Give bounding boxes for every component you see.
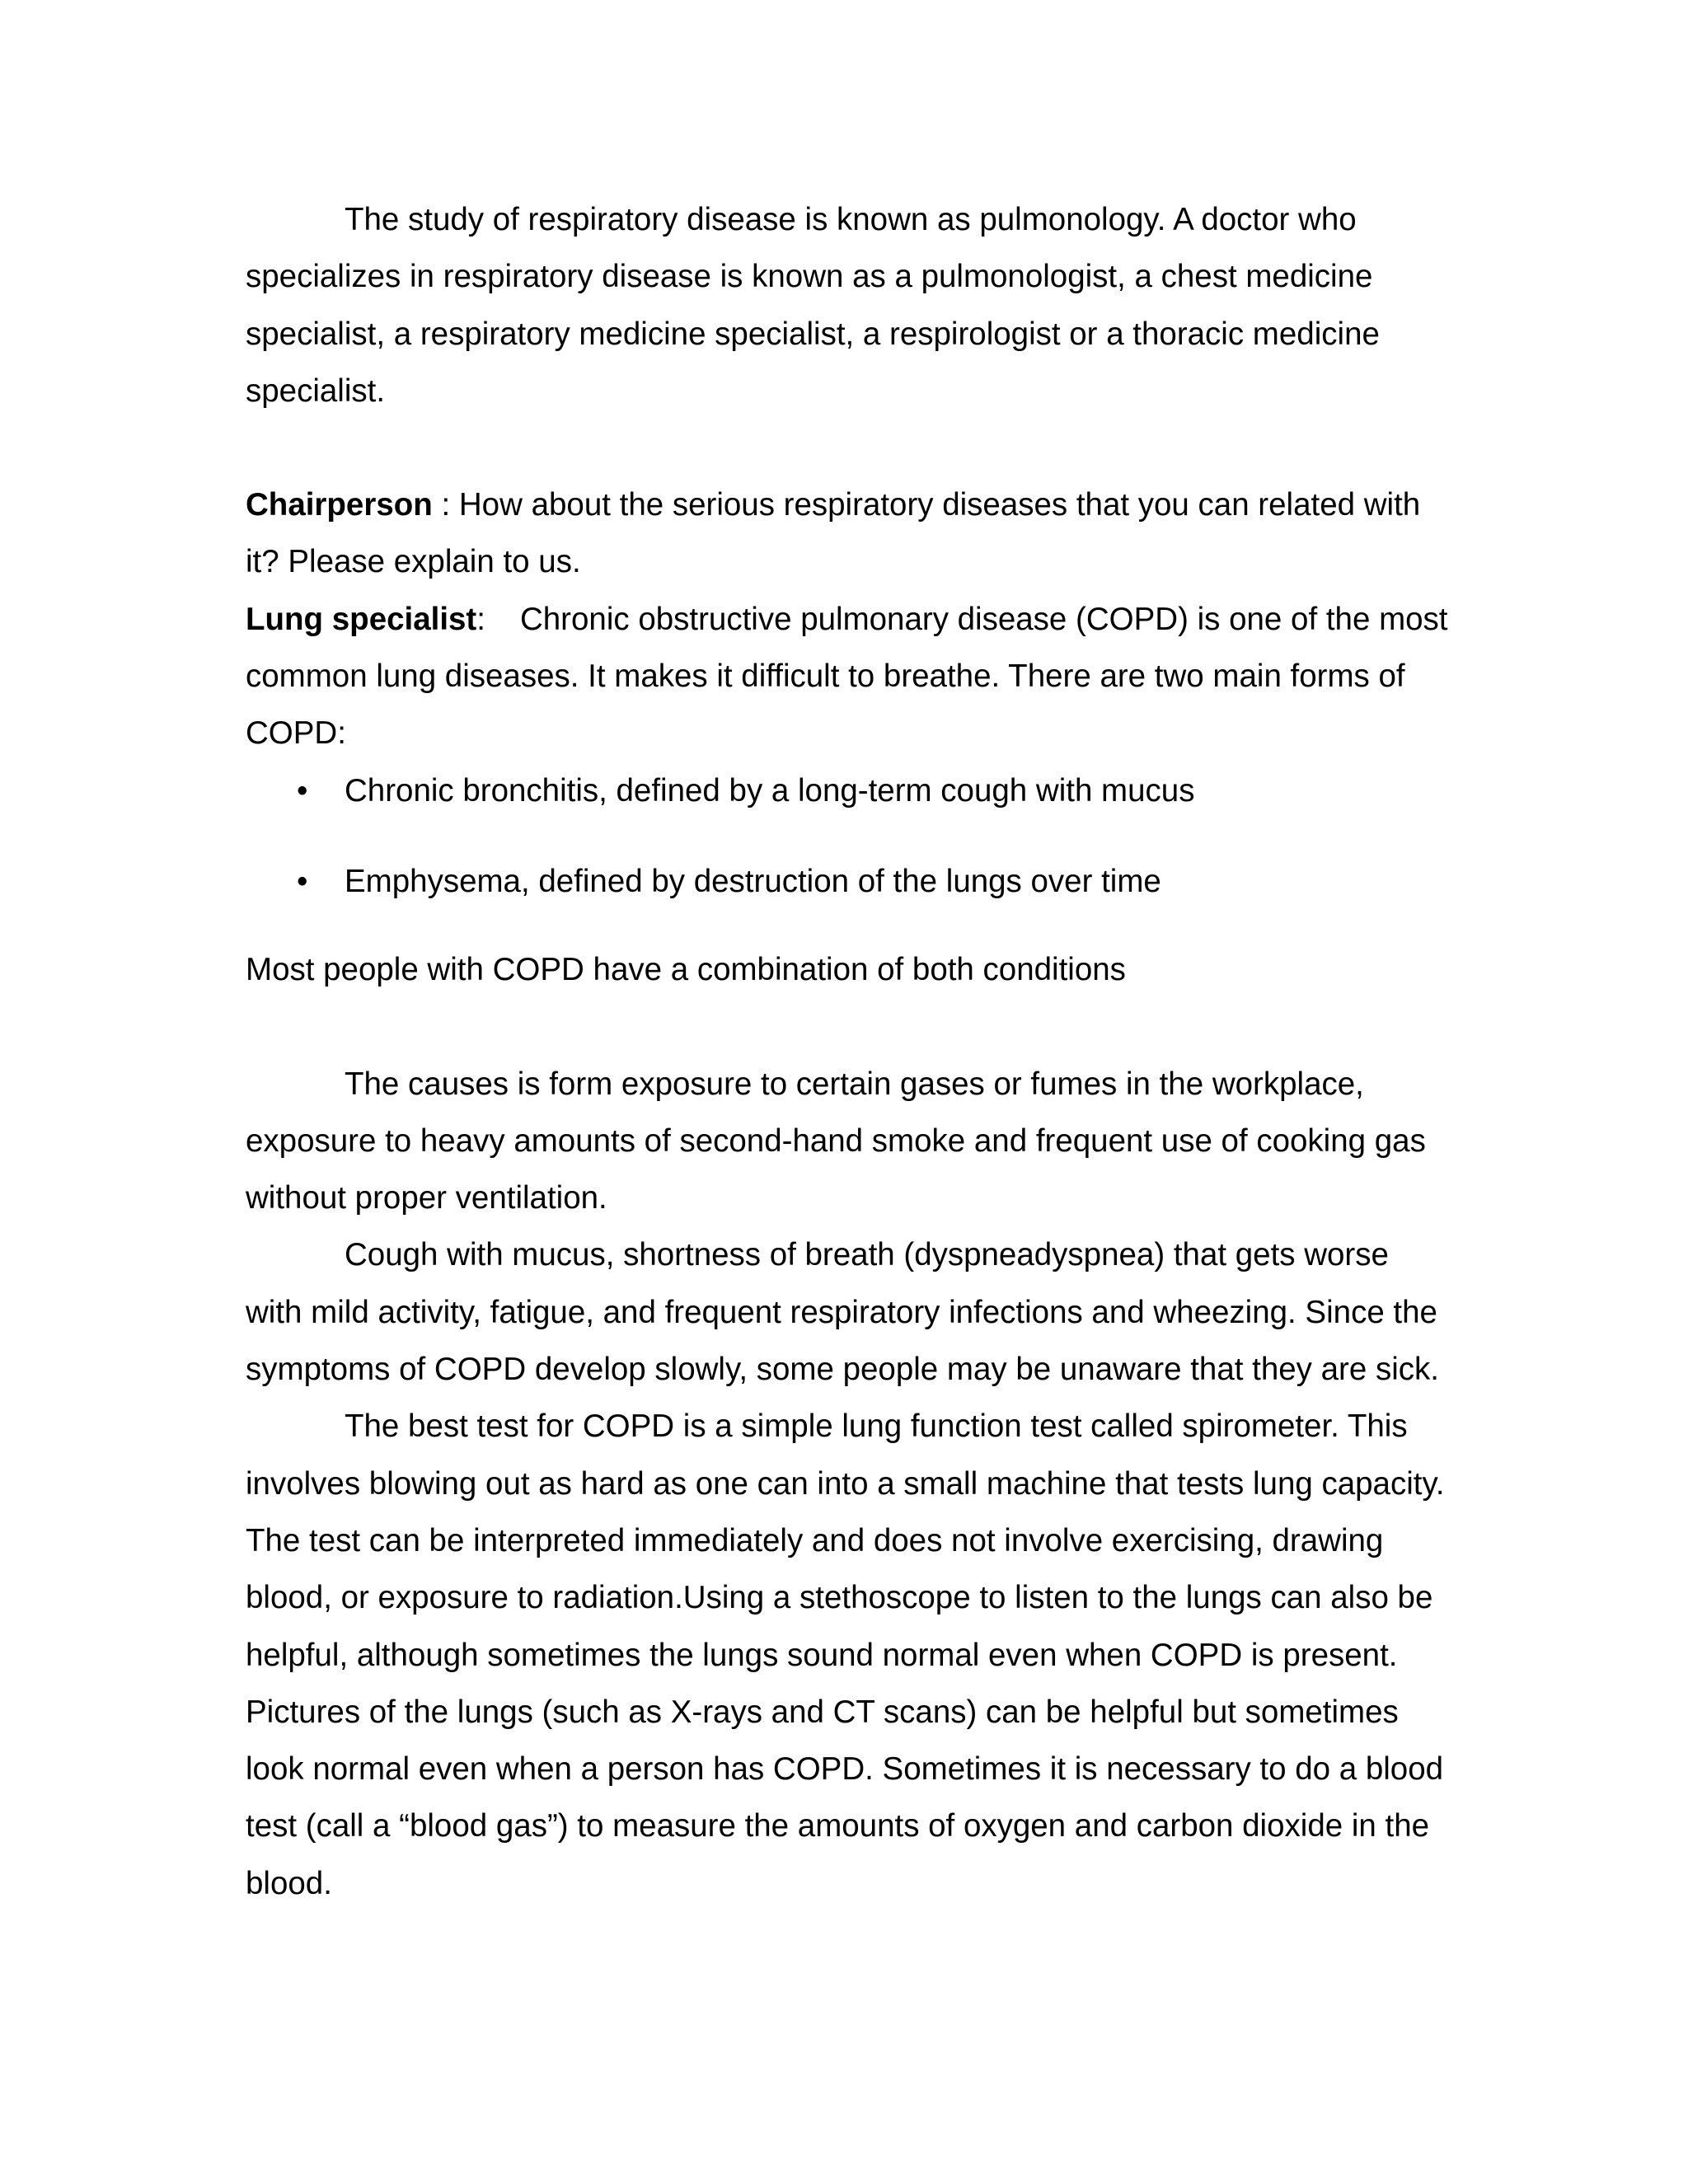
lung-specialist-text: Chronic obstructive pulmonary disease (COPD) is one of the most common lung diseases. It makes it difficult to breathe. There are two main forms of COPD: [246,601,1448,752]
chairperson-dialogue [246,476,1449,591]
bullet-icon: • [297,772,308,808]
symptoms-paragraph: Cough with mucus, shortness of breath (dyspneadyspnea) that gets worse with mild activity, fatigue, and frequent respiratory infections and wheezing. Since the symptoms of COPD develop slowly, some people may be unaware that they are sick. [246,1237,1439,1388]
summary-line: Most people with COPD have a combination of both conditions [246,952,1126,988]
lung-specialist-separator: : [476,601,485,637]
lung-specialist-speaker-label: Lung specialist [246,601,477,637]
tests-paragraph: The best test for COPD is a simple lung function test called spirometer. This involves blowing out as hard as one can into a small machine that tests lung capacity. The test can be interpreted immediately and does not involve exercising, drawing blood, or exposure to radiation.Using a stethoscope to listen to the lungs can also be helpful, although sometimes the lungs sound normal even when COPD is present. Pictures of the lungs (such as X-rays and CT scans) can be helpful but sometimes look normal even when a person has COPD. Sometimes it is necessary to do a blood test (call a “blood gas”) to measure the amounts of oxygen and carbon dioxide in the blood. [246,1408,1445,1901]
paragraph-spacer [246,999,1449,1056]
chairperson-text: How about the serious respiratory diseases that you can related with it? Please explain to us. [246,487,1421,580]
list-item-text: Chronic bronchitis, defined by a long-term cough with mucus [345,772,1195,808]
lung-specialist-dialogue [246,591,1449,762]
paragraph-spacer [246,419,1449,476]
copd-forms-list [246,762,1449,911]
list-item-text: Emphysema, defined by destruction of the lungs over time [345,863,1161,899]
chairperson-speaker-label: Chairperson [246,487,433,523]
list-item [246,853,1449,910]
list-item [246,762,1449,819]
chairperson-separator: : [432,487,459,523]
bullet-icon: • [297,863,308,899]
causes-paragraph: The causes is form exposure to certain gases or fumes in the workplace, exposure to heavy amounts of second-hand smoke and frequent use of cooking gas without proper ventilation. [246,1066,1426,1216]
document-body [246,191,1449,1912]
intro-paragraph: The study of respiratory disease is known as pulmonology. A doctor who specializes in respiratory disease is known as a pulmonologist, a chest medicine specialist, a respiratory medicine specialist, a respirologist or a thoracic medicine specialist. [246,202,1380,409]
